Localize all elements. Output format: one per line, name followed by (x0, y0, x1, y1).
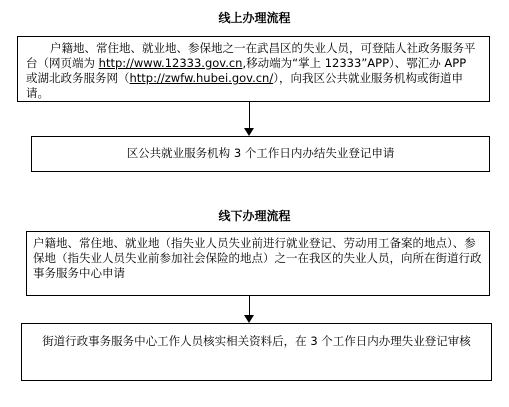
offline-apply-box (26, 231, 490, 296)
hubei-gov-url-link[interactable]: http://zwfw.hubei.gov.cn/ (129, 71, 274, 85)
district-service-box (31, 136, 490, 172)
arrow-head (244, 128, 254, 136)
online-apply-text-part3: ），向我区公共就业服务机构或街道申请。 (26, 71, 463, 100)
offline-process-title: 线下办理流程 (218, 209, 291, 223)
rsgov-url-link[interactable]: http://www.12333.gov.cn (98, 56, 243, 70)
street-service-box (21, 323, 492, 381)
flow-arrow-down-icon (244, 296, 256, 323)
online-apply-box (17, 36, 490, 102)
arrow-shaft (249, 296, 250, 315)
offline-apply-text: 户籍地、常住地、就业地（指失业人员失业前进行就业登记、劳动用工备案的地点）、参保地（指失业人员失业前参加社会保险的地点）之一在我区的失业人员，向所在街道行政事务服务中心申请 (33, 236, 482, 280)
online-apply-text-part1: 户籍地、常住地、就业地、参保地之一在武昌区的失业人员，可登陆人社政务服务平台（网页端为 (26, 41, 476, 70)
arrow-shaft (249, 102, 250, 128)
online-apply-text-part2: ,移动端为“掌上 12333”APP）、鄂汇办 APP 或湖北政务服务网（ (26, 56, 467, 85)
online-process-title: 线上办理流程 (218, 11, 291, 25)
arrow-head (244, 315, 254, 323)
flow-arrow-down-icon (244, 102, 256, 136)
street-service-text: 街道行政事务服务中心工作人员核实相关资料后，在 3 个工作日内办理失业登记审核 (42, 334, 471, 348)
district-service-text: 区公共就业服务机构 3 个工作日内办结失业登记申请 (126, 146, 395, 160)
